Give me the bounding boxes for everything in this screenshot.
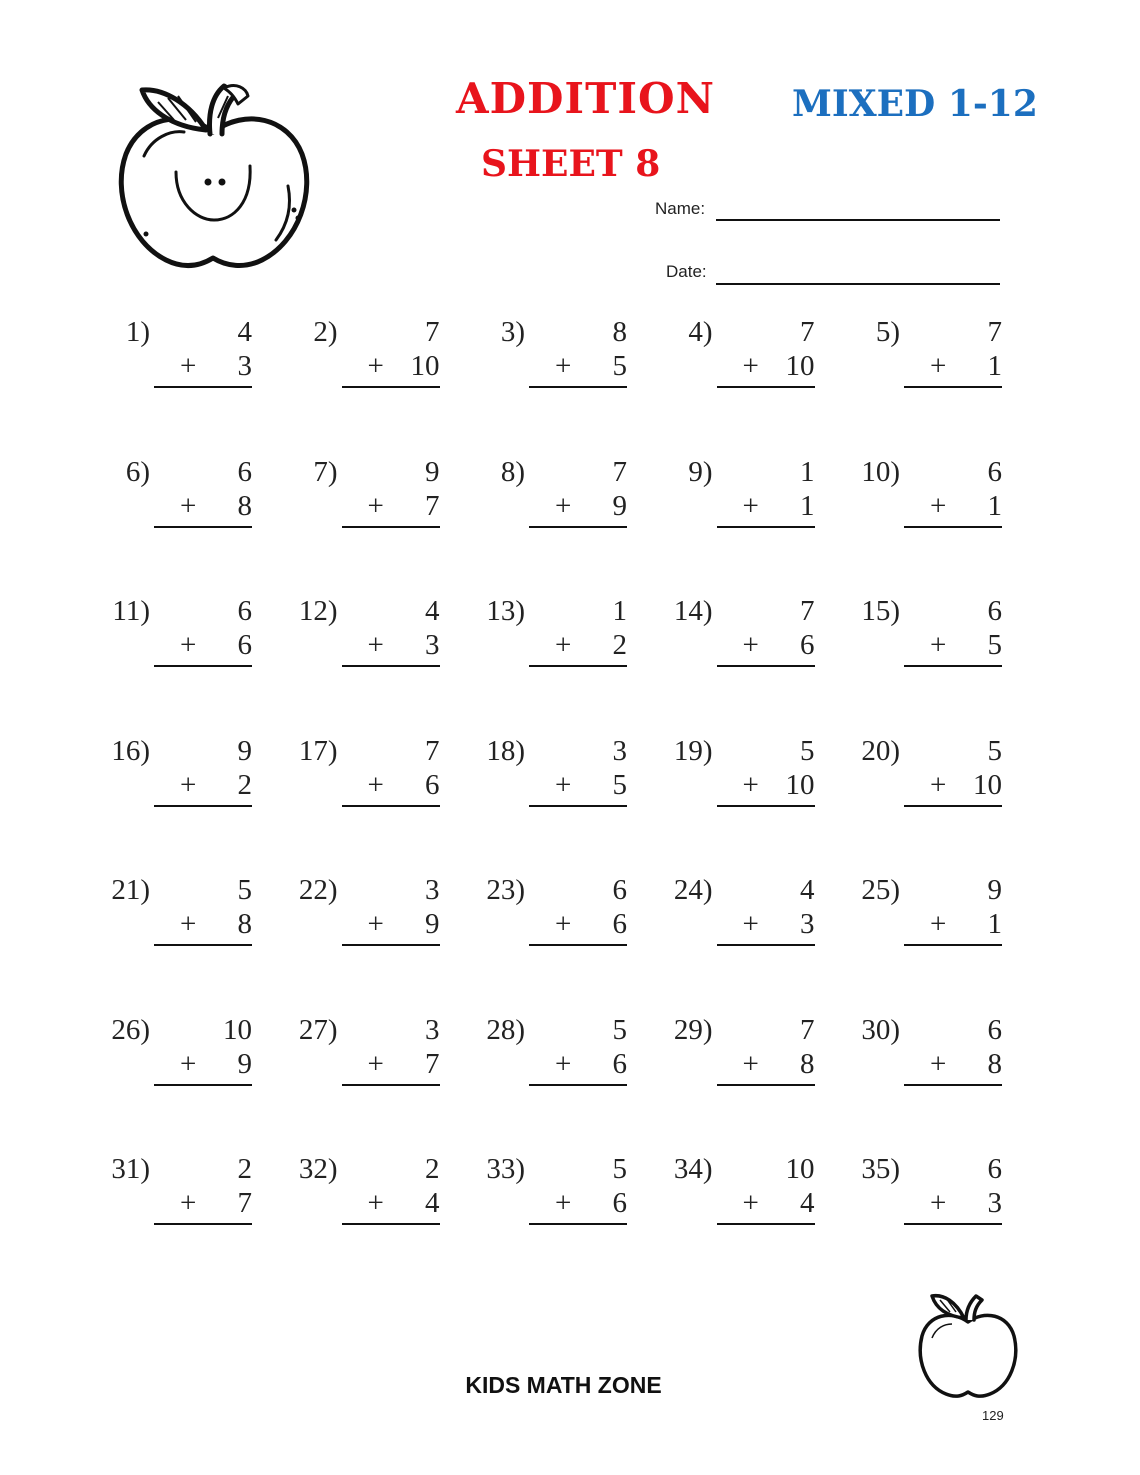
problem-number: 18) bbox=[486, 734, 525, 767]
first-addend: 3 bbox=[612, 734, 627, 767]
second-addend: 10 bbox=[785, 350, 815, 382]
first-addend: 4 bbox=[425, 595, 440, 627]
answer-line[interactable] bbox=[717, 489, 815, 528]
addition-problem bbox=[663, 1149, 815, 1239]
first-addend: 7 bbox=[800, 316, 815, 348]
addition-problem bbox=[100, 452, 252, 542]
first-addend: 9 bbox=[425, 455, 440, 488]
first-addend: 9 bbox=[237, 734, 252, 767]
answer-line[interactable] bbox=[342, 910, 440, 946]
answer-line[interactable] bbox=[154, 631, 252, 667]
first-addend: 3 bbox=[425, 874, 440, 906]
problem-number: 31) bbox=[111, 1153, 150, 1185]
addition-problem bbox=[475, 312, 627, 402]
second-addend: 6 bbox=[800, 629, 815, 661]
second-addend: 9 bbox=[612, 489, 627, 522]
problem-number: 22) bbox=[298, 874, 338, 906]
addition-problem bbox=[475, 1010, 627, 1100]
problem-number: 14) bbox=[673, 595, 713, 627]
plus-sign: + bbox=[367, 489, 384, 522]
answer-line[interactable] bbox=[342, 1189, 440, 1225]
addition-problem bbox=[850, 731, 1002, 821]
second-addend: 3 bbox=[425, 629, 440, 661]
first-addend: 6 bbox=[612, 874, 627, 906]
worksheet-title: ADDITION bbox=[456, 74, 715, 123]
addition-problem bbox=[288, 591, 440, 681]
second-addend: 10 bbox=[785, 768, 815, 801]
first-addend: 7 bbox=[800, 595, 815, 627]
addition-problem bbox=[288, 1149, 440, 1239]
answer-line[interactable] bbox=[904, 768, 1002, 807]
problem-number: 20) bbox=[861, 734, 900, 767]
first-addend: 2 bbox=[425, 1153, 440, 1185]
first-addend: 5 bbox=[612, 1013, 627, 1046]
answer-line[interactable] bbox=[717, 910, 815, 946]
problem-number: 16) bbox=[111, 734, 150, 767]
plus-sign: + bbox=[367, 768, 384, 801]
plus-sign: + bbox=[367, 908, 384, 940]
second-addend: 8 bbox=[987, 1047, 1002, 1080]
addition-problem bbox=[288, 452, 440, 542]
problem-number: 11) bbox=[112, 595, 150, 627]
plus-sign: + bbox=[555, 1047, 572, 1080]
second-addend: 1 bbox=[800, 489, 815, 522]
name-line[interactable] bbox=[716, 219, 1000, 221]
plus-sign: + bbox=[180, 350, 197, 382]
first-addend: 10 bbox=[223, 1013, 252, 1046]
addition-problem bbox=[100, 870, 252, 960]
answer-line[interactable] bbox=[904, 910, 1002, 946]
problem-number: 29) bbox=[673, 1013, 713, 1046]
addition-problem bbox=[475, 452, 627, 542]
plus-sign: + bbox=[742, 768, 759, 801]
problem-number: 34) bbox=[673, 1153, 713, 1185]
problem-number: 17) bbox=[298, 734, 338, 767]
first-addend: 2 bbox=[237, 1153, 252, 1185]
answer-line[interactable] bbox=[342, 352, 440, 388]
first-addend: 6 bbox=[237, 455, 252, 488]
problem-number: 13) bbox=[486, 595, 525, 627]
second-addend: 6 bbox=[612, 1047, 627, 1080]
answer-line[interactable] bbox=[717, 768, 815, 807]
addition-problem bbox=[288, 1010, 440, 1100]
plus-sign: + bbox=[555, 908, 572, 940]
addition-problem bbox=[663, 452, 815, 542]
answer-line[interactable] bbox=[154, 352, 252, 388]
addition-problem bbox=[663, 870, 815, 960]
problem-number: 9) bbox=[688, 455, 713, 488]
first-addend: 5 bbox=[987, 734, 1002, 767]
plus-sign: + bbox=[742, 1047, 759, 1080]
addition-problem bbox=[100, 731, 252, 821]
problem-number: 7) bbox=[313, 455, 338, 488]
problem-number: 32) bbox=[298, 1153, 338, 1185]
first-addend: 4 bbox=[800, 874, 815, 906]
first-addend: 7 bbox=[987, 316, 1002, 348]
problem-number: 12) bbox=[298, 595, 338, 627]
problem-number: 6) bbox=[125, 455, 150, 488]
plus-sign: + bbox=[930, 350, 947, 382]
second-addend: 7 bbox=[425, 489, 440, 522]
answer-line[interactable] bbox=[529, 1047, 627, 1086]
problem-number: 10) bbox=[861, 455, 900, 488]
second-addend: 8 bbox=[237, 908, 252, 940]
addition-problem bbox=[850, 1010, 1002, 1100]
footer-brand: KIDS MATH ZONE bbox=[465, 1372, 662, 1398]
apple-icon bbox=[916, 1288, 1020, 1400]
second-addend: 6 bbox=[612, 908, 627, 940]
second-addend: 4 bbox=[800, 1187, 815, 1219]
answer-line[interactable] bbox=[342, 631, 440, 667]
second-addend: 5 bbox=[612, 768, 627, 801]
plus-sign: + bbox=[555, 350, 572, 382]
addition-problem bbox=[475, 870, 627, 960]
problem-number: 3) bbox=[500, 316, 525, 348]
first-addend: 7 bbox=[425, 734, 440, 767]
plus-sign: + bbox=[555, 768, 572, 801]
first-addend: 6 bbox=[987, 595, 1002, 627]
plus-sign: + bbox=[555, 629, 572, 661]
first-addend: 7 bbox=[612, 455, 627, 488]
plus-sign: + bbox=[555, 489, 572, 522]
plus-sign: + bbox=[742, 629, 759, 661]
first-addend: 5 bbox=[800, 734, 815, 767]
plus-sign: + bbox=[180, 1187, 197, 1219]
first-addend: 7 bbox=[800, 1013, 815, 1046]
date-line[interactable] bbox=[716, 283, 1000, 285]
answer-line[interactable] bbox=[342, 1047, 440, 1086]
answer-line[interactable] bbox=[529, 768, 627, 807]
answer-line[interactable] bbox=[154, 910, 252, 946]
answer-line[interactable] bbox=[904, 489, 1002, 528]
addition-problem bbox=[100, 591, 252, 681]
date-label: Date: bbox=[666, 262, 707, 281]
plus-sign: + bbox=[742, 489, 759, 522]
second-addend: 10 bbox=[410, 350, 440, 382]
addition-problem bbox=[475, 1149, 627, 1239]
first-addend: 4 bbox=[237, 316, 252, 348]
problem-number: 2) bbox=[313, 316, 338, 348]
second-addend: 4 bbox=[425, 1187, 440, 1219]
plus-sign: + bbox=[930, 489, 947, 522]
plus-sign: + bbox=[180, 908, 197, 940]
second-addend: 6 bbox=[237, 629, 252, 661]
first-addend: 9 bbox=[987, 874, 1002, 906]
problem-number: 33) bbox=[486, 1153, 525, 1185]
second-addend: 7 bbox=[237, 1187, 252, 1219]
first-addend: 10 bbox=[785, 1153, 815, 1185]
addition-problem bbox=[663, 1010, 815, 1100]
answer-line[interactable] bbox=[717, 631, 815, 667]
second-addend: 1 bbox=[987, 908, 1002, 940]
plus-sign: + bbox=[367, 1187, 384, 1219]
first-addend: 6 bbox=[987, 455, 1002, 488]
addition-problem bbox=[663, 312, 815, 402]
problem-number: 26) bbox=[111, 1013, 150, 1046]
answer-line[interactable] bbox=[342, 489, 440, 528]
first-addend: 5 bbox=[237, 874, 252, 906]
name-label: Name: bbox=[655, 199, 706, 218]
answer-line[interactable] bbox=[342, 768, 440, 807]
problem-number: 8) bbox=[500, 455, 525, 488]
answer-line[interactable] bbox=[904, 631, 1002, 667]
problem-number: 23) bbox=[486, 874, 525, 906]
first-addend: 6 bbox=[987, 1153, 1002, 1185]
problem-number: 4) bbox=[688, 316, 713, 348]
plus-sign: + bbox=[180, 629, 197, 661]
answer-line[interactable] bbox=[154, 768, 252, 807]
answer-line[interactable] bbox=[529, 1189, 627, 1225]
plus-sign: + bbox=[367, 1047, 384, 1080]
answer-line[interactable] bbox=[154, 489, 252, 528]
second-addend: 3 bbox=[800, 908, 815, 940]
answer-line[interactable] bbox=[904, 352, 1002, 388]
answer-line[interactable] bbox=[529, 910, 627, 946]
problem-number: 21) bbox=[111, 874, 150, 906]
second-addend: 2 bbox=[237, 768, 252, 801]
second-addend: 8 bbox=[237, 489, 252, 522]
first-addend: 1 bbox=[612, 595, 627, 627]
first-addend: 6 bbox=[237, 595, 252, 627]
second-addend: 6 bbox=[612, 1187, 627, 1219]
second-addend: 8 bbox=[800, 1047, 815, 1080]
addition-problem bbox=[100, 312, 252, 402]
second-addend: 1 bbox=[987, 350, 1002, 382]
addition-problem bbox=[850, 312, 1002, 402]
number-range-label: MIXED 1-12 bbox=[792, 83, 1038, 125]
second-addend: 3 bbox=[237, 350, 252, 382]
addition-problem bbox=[850, 591, 1002, 681]
problem-grid bbox=[100, 312, 1010, 1292]
second-addend: 9 bbox=[237, 1047, 252, 1080]
second-addend: 2 bbox=[612, 629, 627, 661]
answer-line[interactable] bbox=[717, 1047, 815, 1086]
addition-problem bbox=[850, 870, 1002, 960]
first-addend: 3 bbox=[425, 1013, 440, 1046]
problem-number: 27) bbox=[298, 1013, 338, 1046]
addition-problem bbox=[288, 312, 440, 402]
answer-line[interactable] bbox=[154, 1189, 252, 1225]
addition-problem bbox=[100, 1149, 252, 1239]
plus-sign: + bbox=[742, 350, 759, 382]
plus-sign: + bbox=[180, 1047, 197, 1080]
answer-line[interactable] bbox=[717, 1189, 815, 1225]
addition-problem bbox=[475, 591, 627, 681]
plus-sign: + bbox=[930, 908, 947, 940]
problem-number: 5) bbox=[875, 316, 900, 348]
first-addend: 8 bbox=[612, 316, 627, 348]
addition-problem bbox=[663, 591, 815, 681]
plus-sign: + bbox=[367, 350, 384, 382]
second-addend: 9 bbox=[425, 908, 440, 940]
answer-line[interactable] bbox=[529, 352, 627, 388]
addition-problem bbox=[100, 1010, 252, 1100]
addition-problem bbox=[288, 731, 440, 821]
problem-number: 28) bbox=[486, 1013, 525, 1046]
addition-problem bbox=[288, 870, 440, 960]
second-addend: 6 bbox=[425, 768, 440, 801]
answer-line[interactable] bbox=[154, 1047, 252, 1086]
plus-sign: + bbox=[930, 1187, 947, 1219]
plus-sign: + bbox=[180, 489, 197, 522]
page-number: 129 bbox=[982, 1408, 1004, 1423]
addition-problem bbox=[850, 452, 1002, 542]
addition-problem bbox=[475, 731, 627, 821]
sheet-number-label: SHEET 8 bbox=[481, 143, 661, 185]
plus-sign: + bbox=[930, 1047, 947, 1080]
problem-number: 1) bbox=[125, 316, 150, 348]
first-addend: 5 bbox=[612, 1153, 627, 1185]
problem-number: 15) bbox=[861, 595, 900, 627]
second-addend: 1 bbox=[987, 489, 1002, 522]
problem-number: 35) bbox=[861, 1153, 900, 1185]
problem-number: 30) bbox=[861, 1013, 900, 1046]
plus-sign: + bbox=[930, 629, 947, 661]
problem-number: 25) bbox=[861, 874, 900, 906]
second-addend: 5 bbox=[612, 350, 627, 382]
second-addend: 5 bbox=[987, 629, 1002, 661]
plus-sign: + bbox=[367, 629, 384, 661]
addition-problem bbox=[663, 731, 815, 821]
problem-number: 24) bbox=[673, 874, 713, 906]
answer-line[interactable] bbox=[717, 352, 815, 388]
plus-sign: + bbox=[930, 768, 947, 801]
answer-line[interactable] bbox=[529, 631, 627, 667]
second-addend: 3 bbox=[987, 1187, 1002, 1219]
plus-sign: + bbox=[180, 768, 197, 801]
second-addend: 10 bbox=[973, 768, 1002, 801]
first-addend: 1 bbox=[800, 455, 815, 488]
first-addend: 7 bbox=[425, 316, 440, 348]
second-addend: 7 bbox=[425, 1047, 440, 1080]
problem-number: 19) bbox=[673, 734, 713, 767]
answer-line[interactable] bbox=[904, 1047, 1002, 1086]
smiling-apple-icon bbox=[112, 74, 322, 274]
addition-problem bbox=[850, 1149, 1002, 1239]
answer-line[interactable] bbox=[529, 489, 627, 528]
answer-line[interactable] bbox=[904, 1189, 1002, 1225]
plus-sign: + bbox=[742, 1187, 759, 1219]
plus-sign: + bbox=[555, 1187, 572, 1219]
plus-sign: + bbox=[742, 908, 759, 940]
first-addend: 6 bbox=[987, 1013, 1002, 1046]
